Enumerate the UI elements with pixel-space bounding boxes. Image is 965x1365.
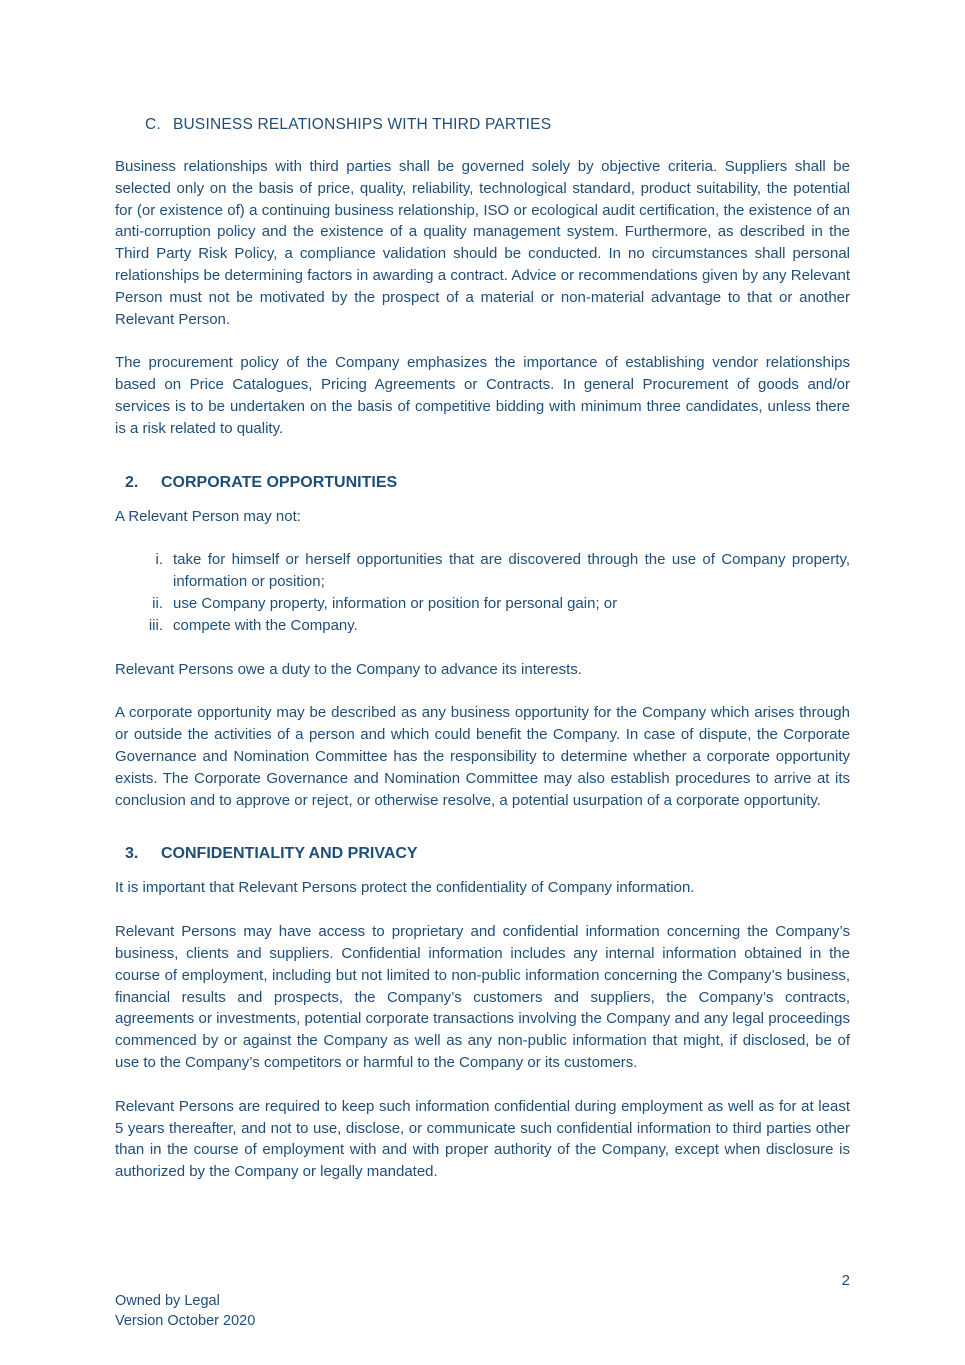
section-2-number: 2. — [125, 473, 139, 491]
list-item-text: compete with the Company. — [173, 616, 358, 634]
section-3-number: 3. — [125, 845, 139, 863]
section-3-title: CONFIDENTIALITY AND PRIVACY — [161, 845, 418, 863]
section-c-title: BUSINESS RELATIONSHIPS WITH THIRD PARTIES — [173, 116, 552, 133]
list-item-text: take for himself or herself opportunities that are discovered through the use of Company property, information or position; — [173, 551, 850, 591]
footer-owner: Owned by Legal — [115, 1293, 220, 1309]
list-item-marker: iii. — [148, 616, 163, 634]
section-3-paragraph-3: Relevant Persons are required to keep such information confidential during employment as well as for at least 5 years thereafter, and not to use, disclose, or communicate such confidential information to third parties other than in the course of employment with and with proper authority of the Company, except when disclosure is authorized by the Company or legally mandated. — [115, 1097, 850, 1181]
list-item-marker: i. — [155, 551, 163, 569]
section-2-paragraph-1: Relevant Persons owe a duty to the Company to advance its interests. — [115, 660, 582, 678]
page-number: 2 — [841, 1272, 850, 1289]
section-2-paragraph-2: A corporate opportunity may be described as any business opportunity for the Company which arises through or outside the activities of a person and which could benefit the Company. In case of dispute, the Corporate Governance and Nomination Committee has the responsibility to determine whether a corporate opportunity exists. The Corporate Governance and Nomination Committee may also establish procedures to arrive at its conclusion and to approve or reject, or otherwise resolve, a potential usurpation of a corporate opportunity. — [115, 704, 850, 809]
list-item — [115, 593, 850, 615]
list-item — [115, 549, 850, 593]
list-item-marker: ii. — [152, 594, 163, 612]
section-3-paragraph-1: It is important that Relevant Persons protect the confidentiality of Company information. — [115, 879, 695, 897]
page-content — [115, 114, 850, 1183]
section-c-paragraph-1: Business relationships with third parties shall be governed solely by objective criteria. Suppliers shall be selected only on the basis of price, quality, reliability, technological standard, product suitability, the potential for (or existence of) a continuing business relationship, ISO or ecological audit certification, the existence of an anti-corruption policy and the existence of a quality management system. Furthermore, as described in the Third Party Risk Policy, a compliance validation should be conducted. In no circumstances shall personal relationships be determining factors in awarding a contract. Advice or recommendations given by any Relevant Person must not be motivated by the prospect of a material or non-material advantage to that or another Relevant Person. — [115, 158, 850, 328]
list-item-text: use Company property, information or position for personal gain; or — [173, 594, 618, 612]
section-3-paragraph-2: Relevant Persons may have access to proprietary and confidential information concerning the Company’s business, clients and suppliers. Confidential information includes any internal information obtained in the course of employment, including but not limited to non-public information concerning the Company’s business, financial results and prospects, the Company’s customers and suppliers, the Company’s contracts, agreements or investments, potential corporate transactions involving the Company and any legal proceedings commenced by or against the Company as well as any non-public information that might, if disclosed, be of use to the Company’s competitors or harmful to the Company or its customers. — [115, 923, 850, 1071]
section-c-marker: C. — [145, 116, 161, 133]
footer — [115, 1291, 255, 1331]
section-c-heading — [145, 114, 850, 136]
list-item — [115, 615, 850, 637]
section-2-intro: A Relevant Person may not: — [115, 507, 301, 525]
section-2-heading — [125, 472, 850, 494]
section-2-list — [115, 549, 850, 636]
section-3-heading — [125, 843, 850, 865]
section-2-title: CORPORATE OPPORTUNITIES — [161, 473, 398, 491]
footer-version: Version October 2020 — [115, 1313, 256, 1329]
section-c-paragraph-2: The procurement policy of the Company emphasizes the importance of establishing vendor relationships based on Price Catalogues, Pricing Agreements or Contracts. In general Procurement of goods and/or services is to be undertaken on the basis of competitive bidding with minimum three candidates, unless there is a risk related to quality. — [115, 354, 850, 437]
